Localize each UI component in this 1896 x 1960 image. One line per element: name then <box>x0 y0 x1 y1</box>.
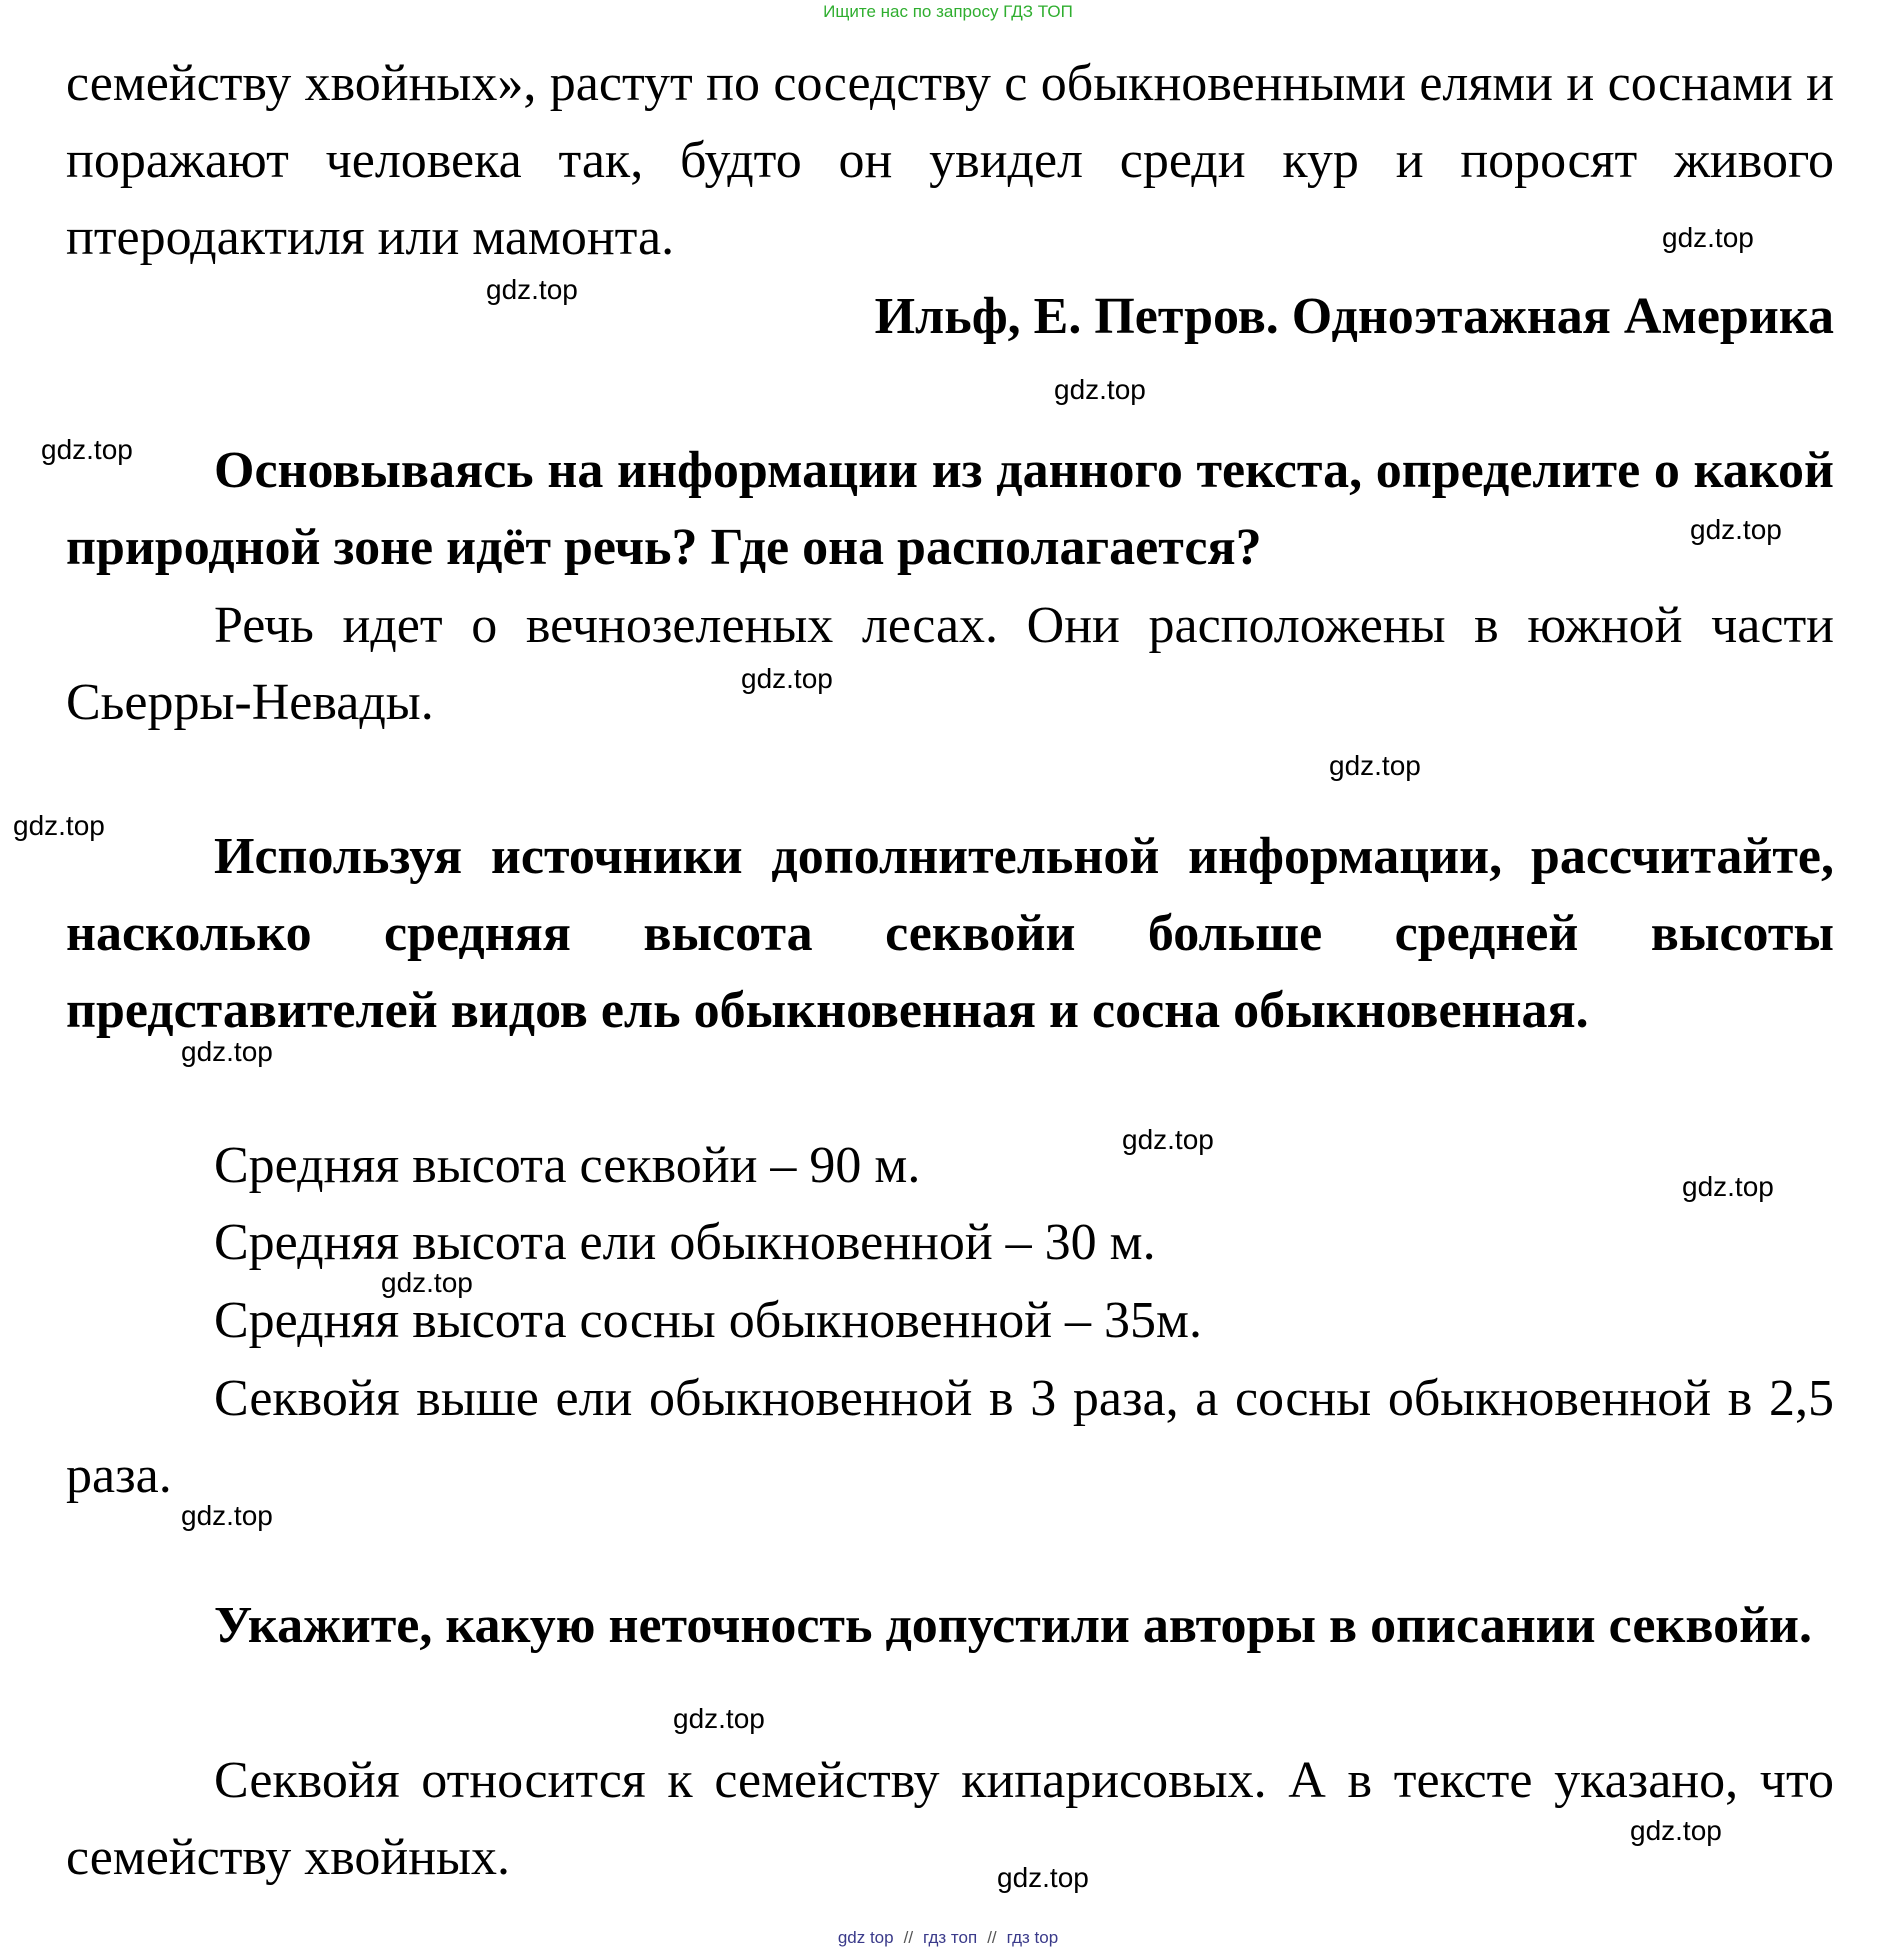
question-1: Основываясь на информации из данного текста, определите о какой природной зоне идёт речь? Где она располагается? <box>66 442 1834 576</box>
answer-1: Речь идет о вечнозеленых лесах. Они расположены в южной части Сьерры-Невады. <box>66 597 1834 731</box>
watermark: gdz.top <box>1329 750 1421 781</box>
answer-3: Секвойя относится к семейству кипарисовых. А в тексте указано, что семейству хвойных. <box>66 1752 1834 1886</box>
top-banner: Ищите нас по запросу ГДЗ ТОП <box>823 2 1073 21</box>
passage-attribution: Ильф, Е. Петров. Одноэтажная Америка <box>874 288 1834 345</box>
watermark: gdz.top <box>486 274 578 305</box>
watermark: gdz.top <box>741 663 833 694</box>
watermark: gdz.top <box>673 1703 765 1734</box>
watermark: gdz.top <box>1662 222 1754 253</box>
answer-2-line-2: Средняя высота ели обыкновенной – 30 м. <box>214 1214 1156 1271</box>
footer-part-3: гдз top <box>1006 1928 1059 1947</box>
answer-2-line-3: Средняя высота сосны обыкновенной – 35м. <box>214 1292 1202 1349</box>
watermark: gdz.top <box>13 810 105 841</box>
watermark: gdz.top <box>997 1862 1089 1893</box>
watermark: gdz.top <box>1630 1815 1722 1846</box>
passage-text: семейству хвойных», растут по соседству с обыкновенными елями и соснами и поражают человека так, будто он увидел среди кур и поросят живого птеродактиля или мамонта. <box>66 55 1834 266</box>
footer-separator: // <box>903 1928 914 1947</box>
watermark: gdz.top <box>41 434 133 465</box>
watermark: gdz.top <box>1682 1171 1774 1202</box>
watermark: gdz.top <box>1690 514 1782 545</box>
watermark: gdz.top <box>381 1267 473 1298</box>
footer-separator: // <box>987 1928 997 1947</box>
question-3: Укажите, какую неточность допустили авторы в описании секвойи. <box>214 1597 1813 1654</box>
watermark: gdz.top <box>1054 374 1146 405</box>
footer-part-2: гдз топ <box>923 1928 978 1947</box>
watermark: gdz.top <box>1122 1124 1214 1155</box>
answer-2-line-1: Средняя высота секвойи – 90 м. <box>214 1137 921 1194</box>
watermark: gdz.top <box>181 1500 273 1531</box>
question-2: Используя источники дополнительной информации, рассчитайте, насколько средняя высота секвойи больше средней высоты представителей видов ель обыкновенная и сосна обыкновенная. <box>66 828 1834 1039</box>
footer-part-1: gdz top <box>837 1928 894 1947</box>
answer-2-line-4: Секвойя выше ели обыкновенной в 3 раза, а сосны обыкновенной в 2,5 раза. <box>66 1370 1834 1504</box>
watermark: gdz.top <box>181 1036 273 1067</box>
footer <box>0 1928 1896 1948</box>
